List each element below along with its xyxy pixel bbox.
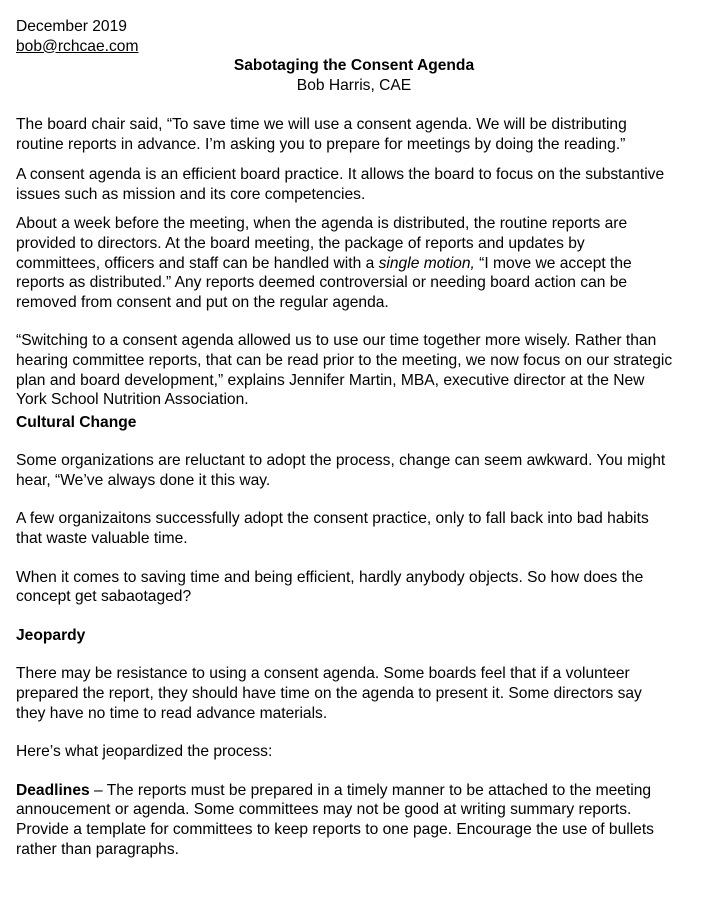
document-title: Sabotaging the Consent Agenda xyxy=(233,57,475,75)
text-run: committees, officers and staff can be handled with a xyxy=(16,254,379,272)
text-line: A consent agenda is an efficient board practice. It allows the board to focus on the substantive xyxy=(16,166,665,184)
text-line: rather than paragraphs. xyxy=(16,840,179,858)
paragraph-5 xyxy=(16,451,692,490)
text-line: issues such as mission and its core competencies. xyxy=(16,185,366,203)
paragraph-8 xyxy=(16,664,692,723)
text-line: There may be resistance to using a consent agenda. Some boards feel that if a volunteer xyxy=(16,665,630,683)
document-page xyxy=(16,17,692,859)
paragraph-4 xyxy=(16,331,692,409)
text-line: they have no time to read advance materials. xyxy=(16,704,328,722)
text-line: When it comes to saving time and being efficient, hardly anybody objects. So how does the xyxy=(16,568,644,586)
emphasis-text: single motion, xyxy=(378,254,475,272)
text-line: hear, “We’ve always done it this way. xyxy=(16,471,271,489)
text-line: hearing committee reports, that can be read prior to the meeting, we now focus on our strategic xyxy=(16,351,673,369)
paragraph-9: Here’s what jeopardized the process: xyxy=(16,743,273,761)
text-line: About a week before the meeting, when the agenda is distributed, the routine reports are xyxy=(16,215,628,233)
text-line: “Switching to a consent agenda allowed us to use our time together more wisely. Rather than xyxy=(16,332,657,350)
paragraph-10 xyxy=(16,781,692,859)
paragraph-2 xyxy=(16,165,692,204)
section-heading-jeopardy: Jeopardy xyxy=(16,626,86,644)
text-run: – The reports must be prepared in a timely manner to be attached to the meeting xyxy=(89,781,652,799)
paragraph-3 xyxy=(16,214,692,312)
text-line xyxy=(16,254,692,274)
paragraph-7 xyxy=(16,568,692,607)
text-line: York School Nutrition Association. xyxy=(16,391,249,409)
text-line xyxy=(16,781,692,801)
paragraph-6 xyxy=(16,509,692,548)
author-email[interactable]: bob@rchcae.com xyxy=(16,37,139,55)
text-line: prepared the report, they should have time on the agenda to present it. Some directors say xyxy=(16,685,642,703)
text-line: removed from consent and put on the regular agenda. xyxy=(16,293,389,311)
text-line: plan and board development,” explains Jennifer Martin, MBA, executive director at the New xyxy=(16,371,645,389)
document-author: Bob Harris, CAE xyxy=(296,76,412,94)
section-heading-cultural-change: Cultural Change xyxy=(16,413,137,431)
text-line: reports as distributed.” Any reports deemed controversial or needing board action can be xyxy=(16,274,628,292)
text-line: annoucement or agenda. Some committees may not be good at writing summary reports. xyxy=(16,801,632,819)
text-line: The board chair said, “To save time we will use a consent agenda. We will be distributing xyxy=(16,115,627,133)
text-line: provided to directors. At the board meeting, the package of reports and updates by xyxy=(16,234,585,252)
text-line: that waste valuable time. xyxy=(16,530,188,548)
paragraph-1 xyxy=(16,115,692,154)
text-run: “I move we accept the xyxy=(474,254,632,272)
document-date: December 2019 xyxy=(16,18,127,35)
text-line: concept get sabaotaged? xyxy=(16,588,192,606)
text-line: Some organizations are reluctant to adopt the process, change can seem awkward. You might xyxy=(16,452,666,470)
text-line: Provide a template for committees to keep reports to one page. Encourage the use of bullets xyxy=(16,821,654,838)
deadlines-lead: Deadlines xyxy=(16,781,90,799)
text-line: A few organizaitons successfully adopt the consent practice, only to fall back into bad habits xyxy=(16,510,649,528)
text-line: routine reports in advance. I’m asking you to prepare for meetings by doing the reading.” xyxy=(16,135,626,153)
